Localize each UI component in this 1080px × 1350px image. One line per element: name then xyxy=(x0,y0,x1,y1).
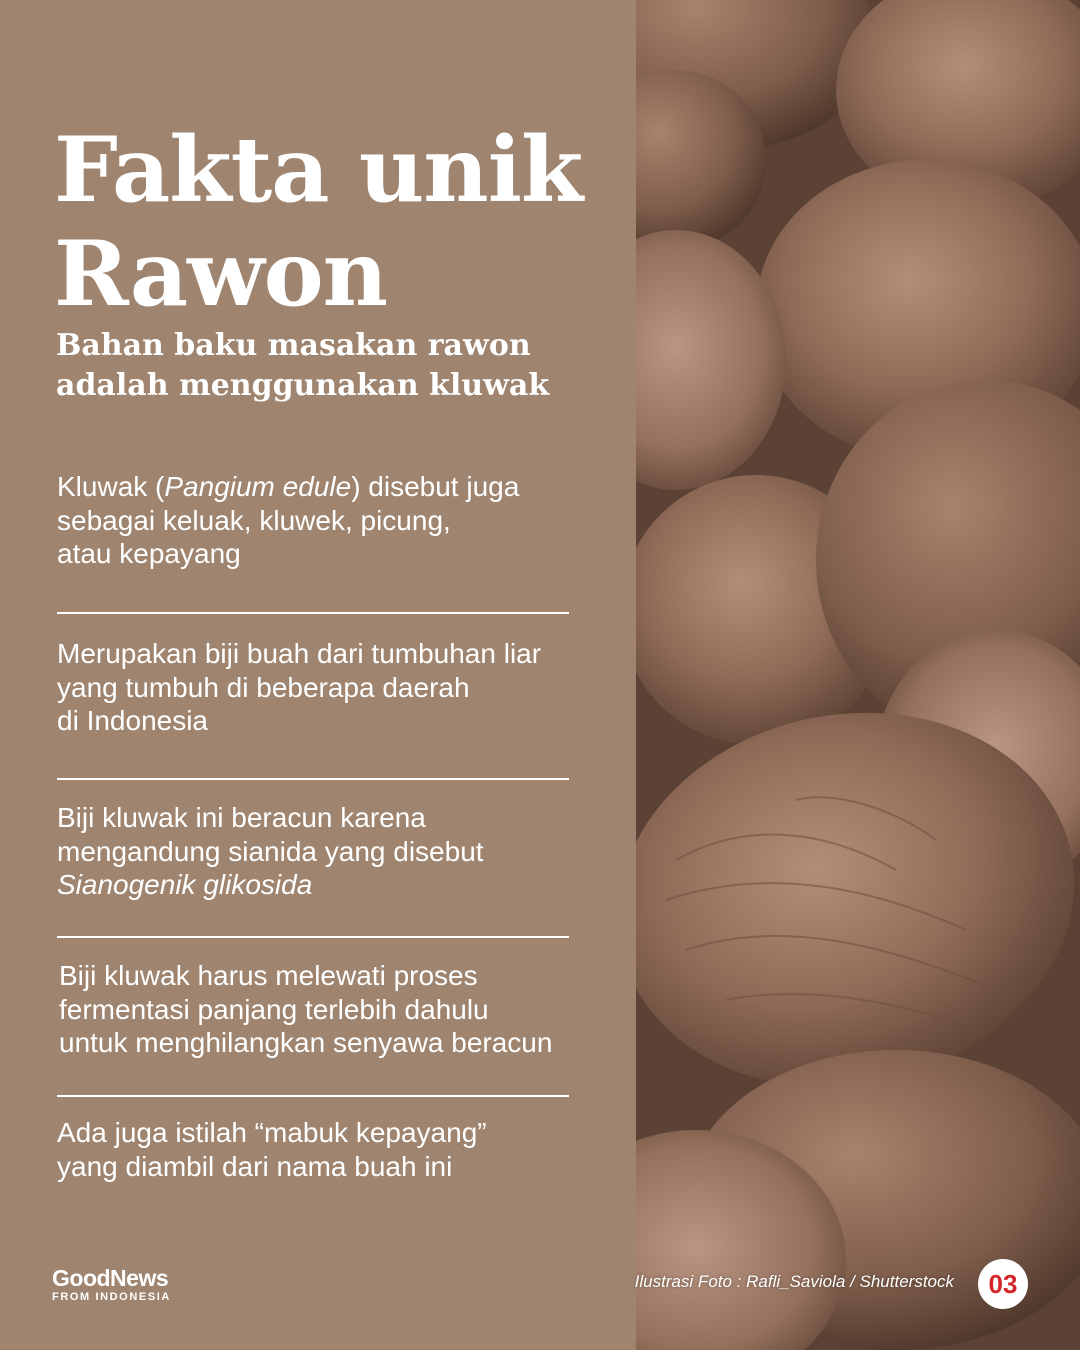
kluwak-seeds-illustration xyxy=(636,0,1080,1350)
title-line-1: Fakta unik xyxy=(54,117,583,223)
fact-4 xyxy=(59,959,619,1060)
fact-3-line-2: mengandung sianida yang disebut xyxy=(57,835,484,867)
fact-3 xyxy=(57,801,577,902)
fact-4-line-3: untuk menghilangkan senyawa beracun xyxy=(59,1027,553,1058)
fact-5 xyxy=(57,1116,577,1183)
fact-3-line-3: Sianogenik glikosida xyxy=(57,869,313,900)
photo-credit: Ilustrasi Foto : Rafli_Saviola / Shutterstock xyxy=(634,1272,954,1291)
fact-4-line-1: Biji kluwak harus melewati proses xyxy=(59,960,478,991)
fact-4-line-2: fermentasi panjang terlebih dahulu xyxy=(59,993,489,1025)
fact-1-line-3: atau kepayang xyxy=(57,538,241,569)
divider-3 xyxy=(57,936,569,938)
kluwak-photo xyxy=(636,0,1080,1350)
page-number-badge: 03 xyxy=(978,1259,1028,1309)
fact-5-line-2: yang diambil dari nama buah ini xyxy=(57,1150,453,1182)
fact-2 xyxy=(57,637,577,738)
fact-1 xyxy=(57,470,577,571)
subtitle xyxy=(56,326,576,406)
title-line-2: Rawon xyxy=(54,221,388,327)
logo-tagline: FROM INDONESIA xyxy=(52,1291,171,1303)
fact-3-line-1: Biji kluwak ini beracun karena xyxy=(57,802,426,833)
fact-5-line-1: Ada juga istilah “mabuk kepayang” xyxy=(57,1117,487,1148)
page-title xyxy=(54,118,614,326)
fact-1-suffix: ) disebut juga xyxy=(351,471,520,502)
logo-name: GoodNews xyxy=(52,1265,169,1291)
divider-2 xyxy=(57,778,569,780)
goodnews-logo xyxy=(52,1266,171,1304)
fact-2-line-1: Merupakan biji buah dari tumbuhan liar xyxy=(57,638,542,669)
fact-2-line-2: yang tumbuh di beberapa daerah xyxy=(57,671,470,703)
subtitle-line-1: Bahan baku masakan rawon xyxy=(56,328,531,363)
fact-2-line-3: di Indonesia xyxy=(57,705,209,736)
fact-1-italic: Pangium edule xyxy=(164,471,352,502)
fact-1-line-2: sebagai keluak, kluwek, picung, xyxy=(57,504,451,536)
divider-1 xyxy=(57,612,569,614)
fact-1-prefix: Kluwak ( xyxy=(57,471,165,502)
divider-4 xyxy=(57,1095,569,1097)
subtitle-line-2: adalah menggunakan kluwak xyxy=(56,368,550,403)
